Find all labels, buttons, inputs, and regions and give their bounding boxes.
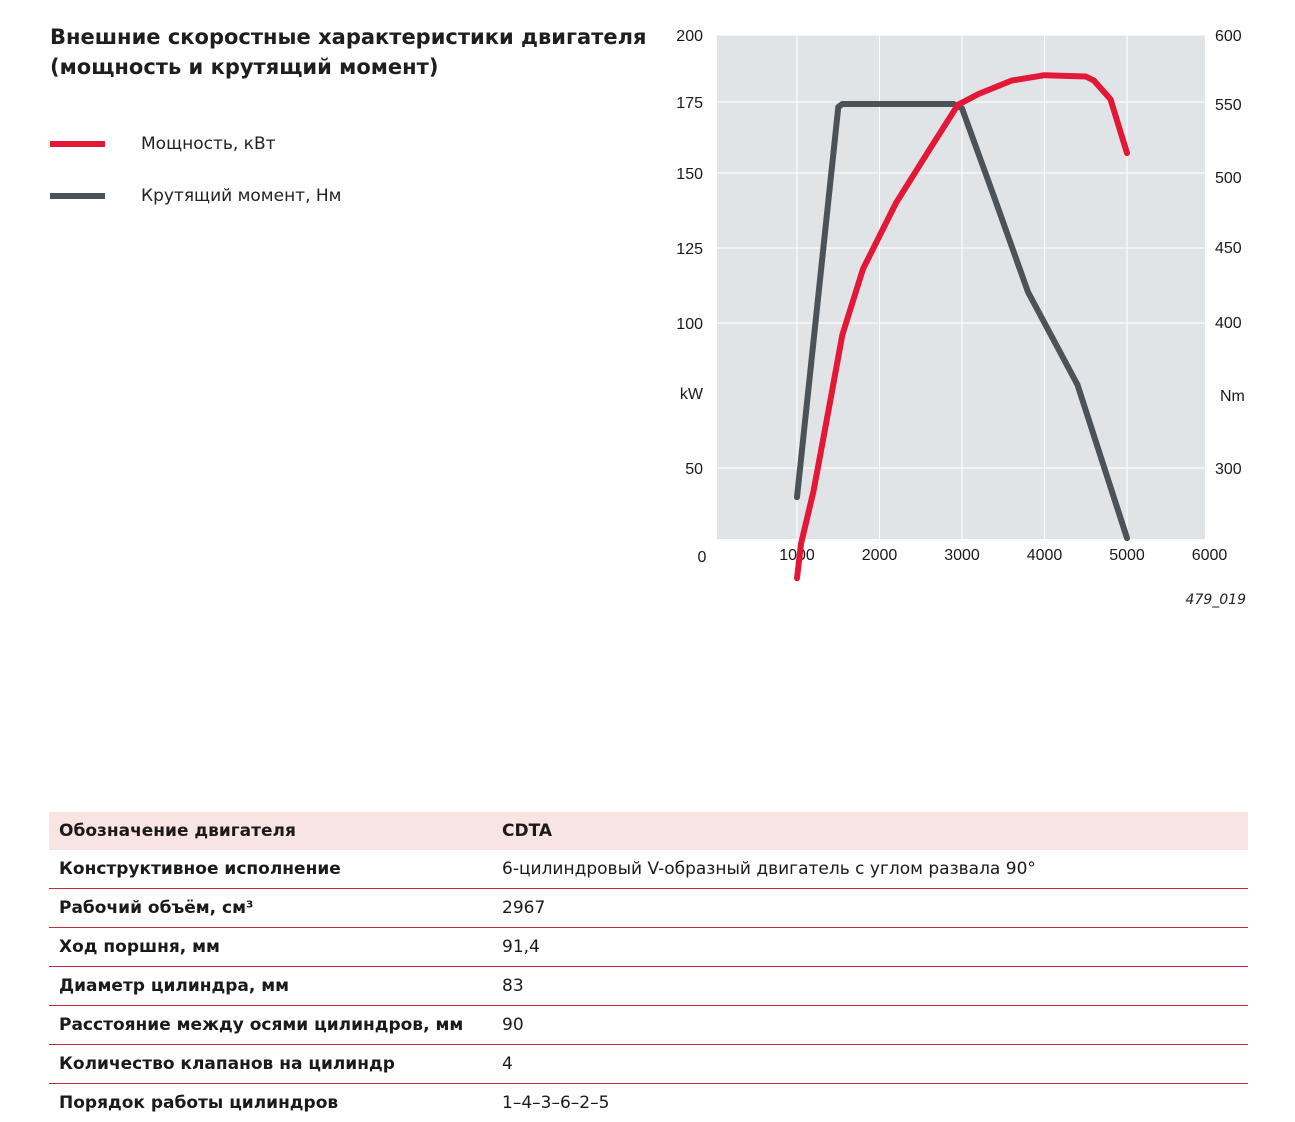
y-left-tick-label: 175: [676, 95, 703, 112]
y-left-tick-label: 200: [676, 28, 703, 45]
chart-heading-line1: Внешние скоростные характеристики двигателя: [50, 22, 650, 52]
y-left-axis-label: kW: [680, 386, 704, 403]
row-key: Диаметр цилиндра, мм: [49, 967, 492, 1006]
y-right-tick-label: 600: [1215, 28, 1242, 45]
x-tick-label: 2000: [862, 547, 898, 564]
row-value: 83: [492, 967, 1248, 1006]
header-key: Обозначение двигателя: [49, 812, 492, 850]
row-key: Расстояние между осями цилиндров, мм: [49, 1006, 492, 1045]
engine-spec-table: [49, 812, 1248, 1122]
x-tick-label: 3000: [944, 547, 980, 564]
row-value: 2967: [492, 889, 1248, 928]
row-value: 4: [492, 1045, 1248, 1084]
y-left-tick-label: 100: [676, 316, 703, 333]
figure-id: 479_019: [1160, 592, 1246, 608]
table-row: [49, 928, 1248, 967]
row-value: 91,4: [492, 928, 1248, 967]
y-right-tick-label: 400: [1215, 315, 1242, 332]
row-key: Количество клапанов на цилиндр: [49, 1045, 492, 1084]
table-row: [49, 889, 1248, 928]
y-left-tick-label: 0: [698, 549, 707, 566]
chart-heading-line2: (мощность и крутящий момент): [50, 52, 650, 82]
x-tick-label: 1000: [779, 547, 815, 564]
row-value: 1–4–3–6–2–5: [492, 1084, 1248, 1122]
table-row: [49, 1045, 1248, 1084]
row-key: Порядок работы цилиндров: [49, 1084, 492, 1122]
y-left-tick-label: 125: [676, 241, 703, 258]
table-row: [49, 1084, 1248, 1122]
y-left-tick-label: 150: [676, 166, 703, 183]
legend-label-power: Мощность, кВт: [141, 132, 276, 156]
y-right-tick-label: 500: [1215, 170, 1242, 187]
row-key: Ход поршня, мм: [49, 928, 492, 967]
y-right-tick-label: 300: [1215, 461, 1242, 478]
row-value: 6-цилиндровый V-образный двигатель с углом развала 90°: [492, 850, 1248, 889]
table-row: [49, 967, 1248, 1006]
y-left-tick-label: 50: [685, 461, 703, 478]
table-row: [49, 1006, 1248, 1045]
table-row: [49, 850, 1248, 889]
table-header-row: [49, 812, 1248, 850]
y-right-tick-label: 450: [1215, 240, 1242, 257]
header-value: CDTA: [492, 812, 1248, 850]
row-key: Конструктивное исполнение: [49, 850, 492, 889]
y-right-axis-label: Nm: [1220, 388, 1245, 405]
x-tick-label: 4000: [1027, 547, 1063, 564]
row-value: 90: [492, 1006, 1248, 1045]
x-tick-label: 6000: [1192, 547, 1228, 564]
row-key: Рабочий объём, см³: [49, 889, 492, 928]
legend-label-torque: Крутящий момент, Нм: [141, 184, 342, 208]
y-right-tick-label: 550: [1215, 97, 1242, 114]
x-tick-label: 5000: [1109, 547, 1145, 564]
